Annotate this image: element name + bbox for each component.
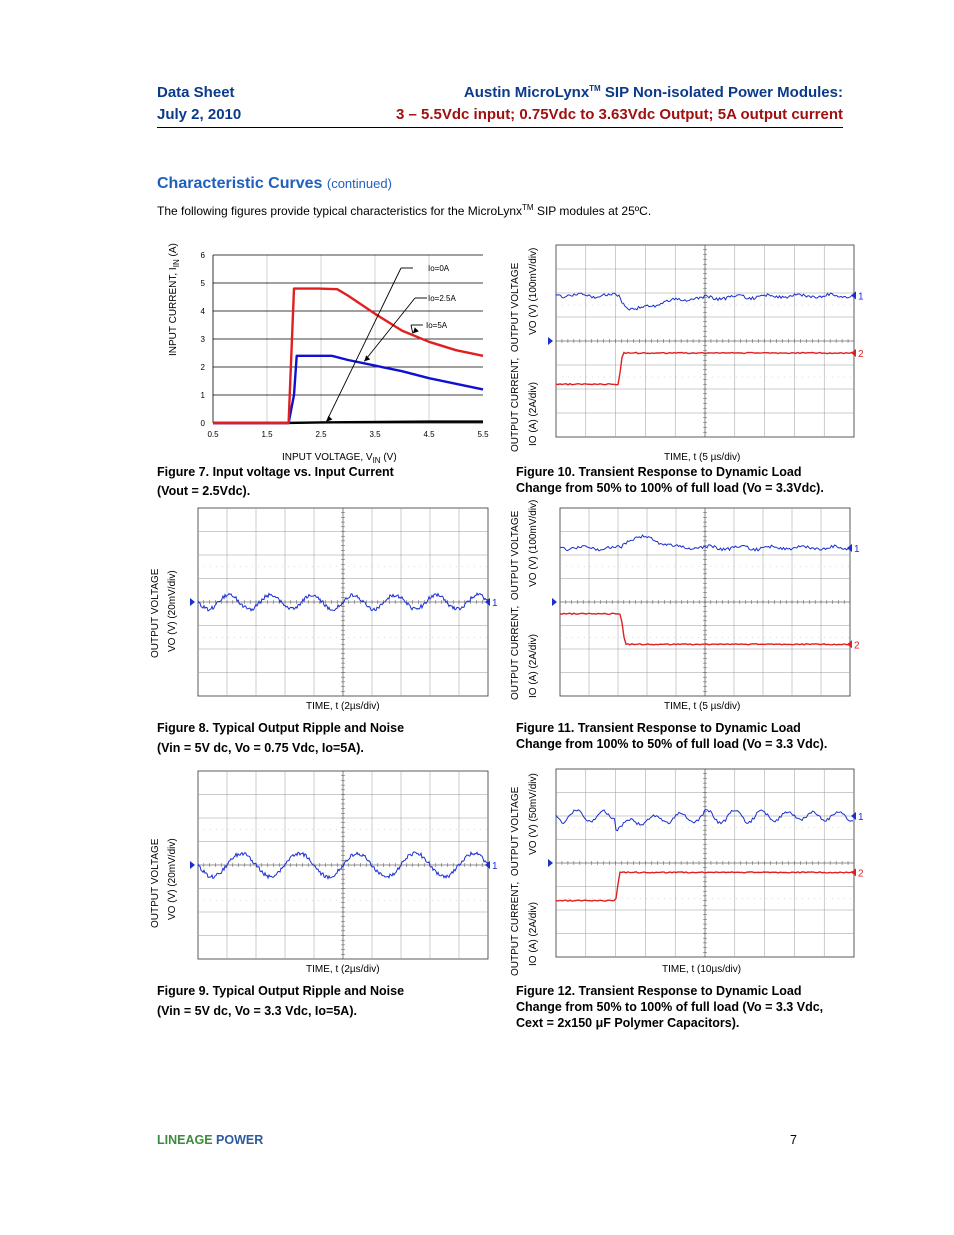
fig7-xtick-label: 3.5	[369, 430, 381, 439]
fig10-caption-2: Change from 50% to 100% of full load (Vo = 3.3Vdc).	[516, 481, 824, 495]
fig11-caption-1: Figure 11. Transient Response to Dynamic Load	[516, 721, 801, 735]
product-title: Austin MicroLynx™ SIP Non-isolated Power Modules:	[463, 84, 843, 101]
fig9-trigger-marker	[190, 861, 195, 869]
fig7-ytick-label: 6	[200, 251, 205, 260]
fig7-ylabel: INPUT CURRENT, $I_{IN}$ (A)	[168, 243, 181, 356]
fig10-channel-marker-2: 2	[858, 349, 864, 360]
fig9-caption-2: (Vin = 5V dc, Vo = 3.3 Vdc, Io=5A).	[157, 1004, 357, 1018]
fig7-ytick-label: 5	[200, 279, 205, 288]
fig11-ylabel: OUTPUT CURRENT, OUTPUT VOLTAGE	[510, 510, 521, 700]
fig12-trigger-marker	[548, 859, 553, 867]
fig10-trigger-marker	[548, 337, 553, 345]
product-subtitle: 3 – 5.5Vdc input; 0.75Vdc to 3.63Vdc Output; 5A output current	[395, 106, 843, 123]
fig7-annotation-arrow-2	[413, 327, 419, 333]
fig12-caption-2: Change from 50% to 100% of full load (Vo = 3.3 Vdc,	[516, 1000, 824, 1014]
fig8-scope	[190, 507, 500, 702]
fig11-channel-marker-1: 1	[854, 543, 860, 555]
fig11-channel-marker-2: 2	[854, 640, 860, 652]
fig7-ytick-label: 3	[200, 335, 205, 344]
fig7-xlabel: INPUT VOLTAGE, $V_{IN}$ (V)	[282, 452, 397, 465]
fig11-trigger-marker	[552, 598, 557, 606]
fig8-caption-1: Figure 8. Typical Output Ripple and Noise	[157, 721, 405, 735]
fig9-xlabel: TIME, t (2µs/div)	[306, 964, 380, 975]
page-number: 7	[790, 1133, 797, 1147]
fig8-ylabel: OUTPUT VOLTAGE	[150, 568, 161, 658]
fig7-annotation-label: Io=5A	[426, 321, 448, 330]
section-title: Characteristic Curves (continued)	[157, 175, 392, 192]
fig12-xlabel: TIME, t (10µs/div)	[662, 964, 742, 975]
fig12-caption-3: Cext = 2x150 μF Polymer Capacitors).	[516, 1016, 740, 1030]
fig10-channel-marker-1: 1	[858, 291, 864, 303]
fig12-scope	[548, 768, 866, 964]
fig8-channel-marker-1: 1	[492, 598, 498, 609]
fig12-caption-1: Figure 12. Transient Response to Dynamic Load	[516, 984, 802, 998]
section-intro: The following figures provide typical characteristics for the MicroLynx™ SIP modules at 25ºC.	[157, 203, 652, 218]
fig7-annotation-leader-0	[326, 268, 401, 422]
fig8-trigger-marker	[190, 598, 195, 606]
fig9-ylabel: OUTPUT VOLTAGE	[150, 838, 161, 928]
fig7-chart	[157, 245, 497, 470]
fig9-ylabel-scale: VO (V) (20mV/div)	[167, 838, 178, 920]
fig8-ylabel-scale: VO (V) (20mV/div)	[167, 570, 178, 652]
fig7-xtick-label: 5.5	[477, 430, 489, 439]
fig11-xlabel: TIME, t (5 µs/div)	[664, 701, 741, 712]
fig7-series-io5a	[213, 289, 483, 423]
fig7-caption-1: Figure 7. Input voltage vs. Input Current	[157, 465, 394, 479]
fig7-annotation-label: Io=0A	[428, 264, 450, 273]
fig7-xtick-label: 4.5	[423, 430, 435, 439]
fig9-scope	[190, 770, 500, 965]
footer-brand: LINEAGE POWER	[157, 1133, 264, 1147]
fig10-ylabel: OUTPUT CURRENT, OUTPUT VOLTAGE	[510, 262, 521, 452]
fig10-scope	[548, 243, 866, 443]
fig7-annotation-label: Io=2.5A	[428, 294, 456, 303]
fig7-xtick-label: 0.5	[207, 430, 219, 439]
fig7-series-io2.5a	[213, 356, 483, 423]
fig12-channel-marker-1: 1	[858, 812, 864, 823]
fig7-xtick-label: 1.5	[261, 430, 273, 439]
fig10-ylabel-scale: IO (A) (2A/div) VO (V) (100mV/div)	[528, 247, 539, 446]
fig7-caption-2: (Vout = 2.5Vdc).	[157, 484, 251, 498]
fig7-ytick-label: 4	[200, 307, 205, 316]
fig12-ylabel-scale: IO (A) (2A/div) VO (V) (50mV/div)	[528, 773, 539, 966]
fig12-ylabel: OUTPUT CURRENT, OUTPUT VOLTAGE	[510, 786, 521, 976]
fig10-xlabel: TIME, t (5 µs/div)	[664, 452, 741, 463]
fig7-annotation-leader-2	[411, 325, 413, 333]
header-rule	[157, 127, 843, 128]
fig7-annotation-leader-1	[364, 298, 415, 361]
fig7-ytick-label: 2	[200, 363, 205, 372]
fig10-caption-1: Figure 10. Transient Response to Dynamic Load	[516, 465, 802, 479]
doc-type: Data Sheet	[157, 84, 235, 101]
fig7-xtick-label: 2.5	[315, 430, 327, 439]
fig8-caption-2: (Vin = 5V dc, Vo = 0.75 Vdc, Io=5A).	[157, 741, 364, 755]
fig7-ytick-label: 1	[200, 391, 205, 400]
fig7-annotation-arrow-0	[326, 416, 332, 422]
fig8-xlabel: TIME, t (2µs/div)	[306, 701, 380, 712]
fig11-caption-2: Change from 100% to 50% of full load (Vo = 3.3 Vdc).	[516, 737, 828, 751]
doc-date: July 2, 2010	[157, 106, 242, 123]
fig11-scope	[552, 507, 862, 702]
fig9-channel-marker-1: 1	[492, 861, 498, 872]
fig7-annotation-arrow-1	[364, 355, 370, 361]
fig11-ylabel-scale: IO (A) (2A/div) VO (V) (100mV/div)	[528, 499, 539, 698]
fig7-ytick-label: 0	[200, 419, 205, 428]
fig9-caption-1: Figure 9. Typical Output Ripple and Noise	[157, 984, 405, 998]
fig12-channel-marker-2: 2	[858, 868, 864, 880]
